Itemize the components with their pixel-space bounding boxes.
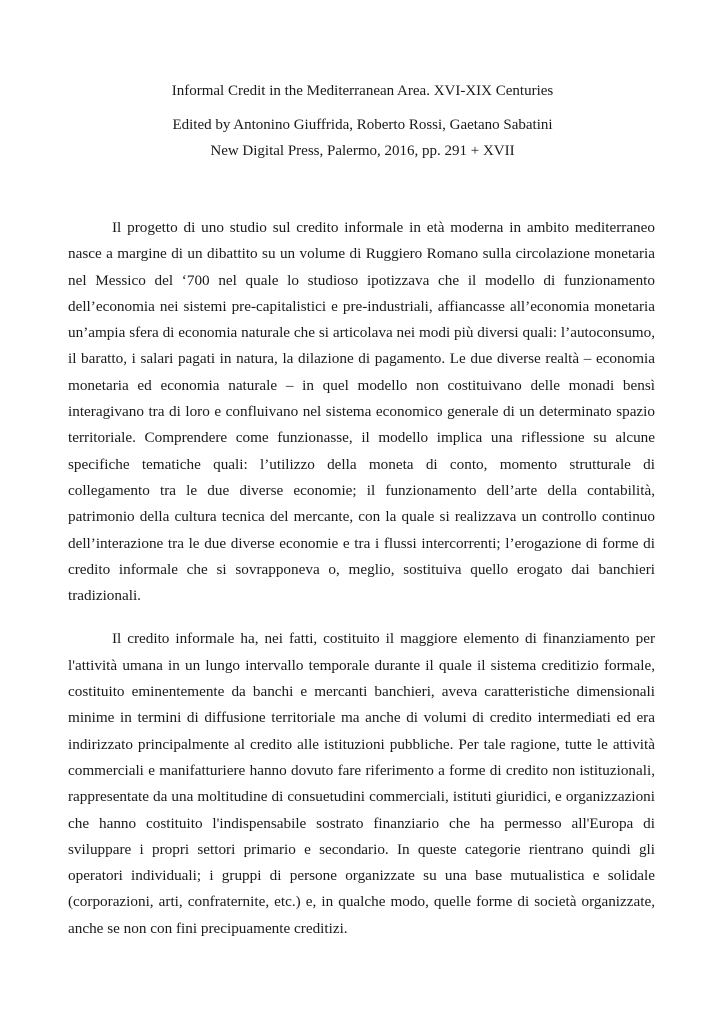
- book-title: Informal Credit in the Mediterranean Area. XVI-XIX Centuries: [171, 83, 554, 99]
- document-header: [70, 81, 655, 161]
- book-editors: Edited by Antonino Giuffrida, Roberto Rossi, Gaetano Sabatini: [172, 117, 553, 133]
- document-body: [68, 215, 655, 942]
- publication-info: New Digital Press, Palermo, 2016, pp. 291 + XVII: [210, 143, 515, 159]
- body-paragraph: Il progetto di uno studio sul credito informale in età moderna in ambito mediterraneo nasce a margine di un dibattito su un volume di Ruggiero Romano sulla circolazione monetaria nel Messico del ‘700 nel quale lo studioso ipotizzava che il modello di funzionamento dell’economia nei sistemi pre-capitalistici e pre-industriali, affiancasse all’economia monetaria un’ampia sfera di economia naturale che si articolava nei modi più diversi quali: l’autoconsumo, il baratto, i salari pagati in natura, la dilazione di pagamento. Le due diverse realtà – economia monetaria ed economia naturale – in quel modello non costituivano delle monadi bensì interagivano tra di loro e confluivano nel sistema economico generale di un determinato spazio territoriale. Comprendere come funzionasse, il modello implica una riflessione su alcune specifiche tematiche quali: l’utilizzo della moneta di conto, momento strutturale di collegamento tra le due diverse economie; il funzionamento dell’arte della contabilità, patrimonio della cultura tecnica del mercante, con la quale si realizzava un controllo continuo dell’interazione tra le due diverse economie e tra i flussi intercorrenti; l’erogazione di forme di credito informale che si sovrapponeva o, meglio, sostituiva quello erogato dai banchieri tradizionali.: [68, 219, 655, 605]
- body-paragraph: Il credito informale ha, nei fatti, costituito il maggiore elemento di finanziamento per l'attività umana in un lungo intervallo temporale durante il quale il sistema creditizio formale, costituito eminentemente da banchi e mercanti banchieri, aveva caratteristiche dimensionali minime in termini di diffusione territoriale ma anche di volumi di credito intermediati ed era indirizzato principalmente al credito alle istituzioni pubbliche. Per tale ragione, tutte le attività commerciali e manifatturiere hanno dovuto fare riferimento a forme di credito non istituzionali, rappresentate da una moltitudine di consuetudini commerciali, istituti giuridici, e organizzazioni che hanno costituito l'indispensabile sostrato finanziario che ha permesso all'Europa di sviluppare i propri settori primario e secondario. In queste categorie rientrano quindi gli operatori individuali; i gruppi di persone organizzate su una base mutualistica e solidale (corporazioni, arti, confraternite, etc.) e, in qualche modo, quelle forme di società organizzate, anche se non con fini precipuamente creditizi.: [68, 630, 655, 937]
